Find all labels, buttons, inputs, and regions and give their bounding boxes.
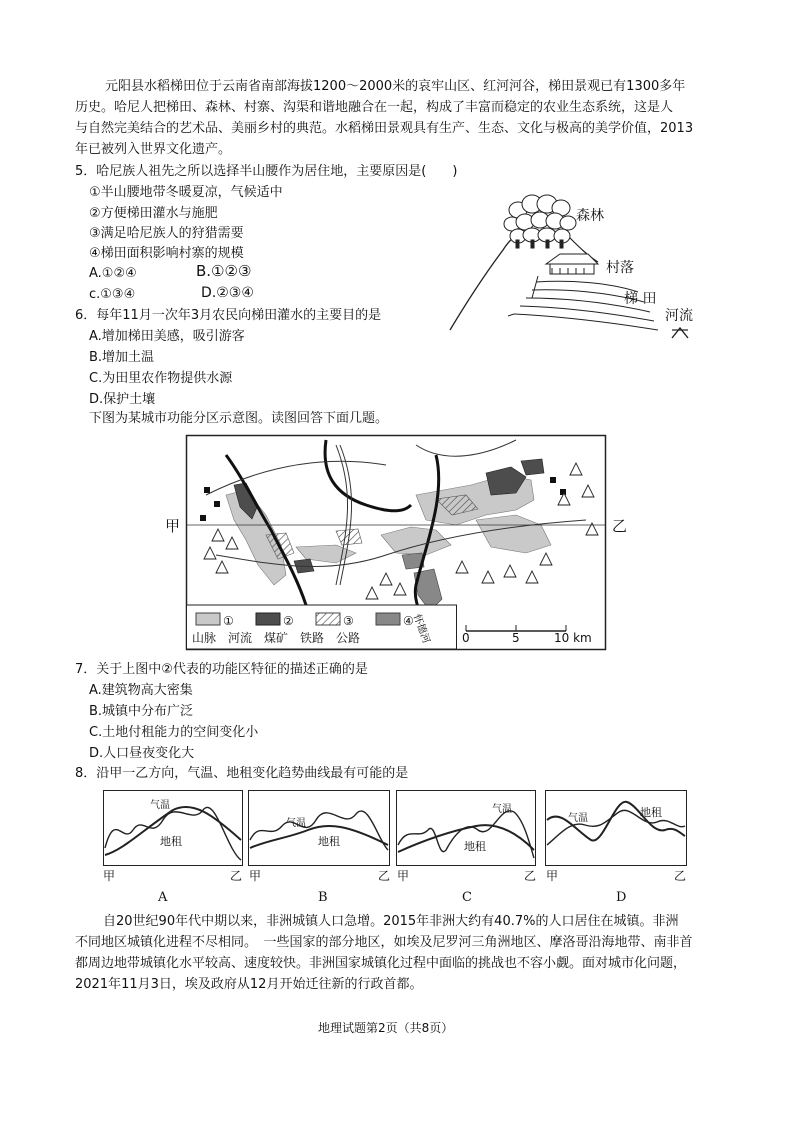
- chart-b: [248, 790, 390, 866]
- q5-stem: 5．哈尼族人祖先之所以选择半山腰作为居住地，主要原因是( ): [75, 164, 458, 179]
- intro-line-1: 元阳县水稻梯田位于云南省南部海拔1200～2000米的哀牢山区、红河河谷，梯田景观已有1300多年: [105, 79, 686, 94]
- chart-d-temp: 气温: [568, 813, 588, 824]
- label-forest: 森林: [576, 208, 604, 224]
- q5-statement-2: ②方便梯田灌水与施肥: [89, 206, 218, 221]
- q7-option-d: D.人口昼夜变化大: [89, 746, 195, 761]
- chart-b-temp: 气温: [286, 818, 306, 829]
- q6-option-b: B.增加土温: [89, 350, 155, 365]
- chart-c-letter: C: [462, 890, 472, 905]
- chart-d-letter: D: [616, 890, 627, 905]
- chart-d-rent: 地租: [640, 806, 662, 819]
- q6-option-d: D.保护土壤: [89, 392, 156, 407]
- q7-option-b: B.城镇中分布广泛: [89, 704, 194, 719]
- chart-c-left: 甲: [397, 869, 410, 883]
- chart-b-rent: 地租: [318, 835, 340, 848]
- map-label-jia: 甲: [165, 517, 181, 535]
- scale-0: 0: [462, 631, 470, 645]
- intro-line-2: 历史。哈尼人把梯田、森林、村寨、沟渠和谐地融合在一起，构成了丰富而稳定的农业生态系统，这是人: [75, 100, 674, 115]
- page-footer: 地理试题第2页（共8页）: [318, 1021, 454, 1035]
- label-village: 村落: [606, 260, 634, 276]
- label-terrace: 梯 田: [624, 291, 657, 307]
- q5-statement-1: ①半山腰地带冬暖夏凉，气候适中: [89, 185, 283, 200]
- q5-option-c: c.①③④: [89, 287, 136, 302]
- chart-d-left: 甲: [546, 869, 559, 883]
- q7-option-a: A.建筑物高大密集: [89, 683, 193, 698]
- q6-option-a: A.增加梯田美感，吸引游客: [89, 329, 245, 344]
- legend-zone-1: ①: [223, 614, 234, 628]
- chart-d: [545, 790, 687, 866]
- africa-line-2: 不同地区城镇化进程不尽相同。 一些国家的部分地区，如埃及尼罗河三角洲地区、摩洛哥沿海地带、南非首: [75, 935, 693, 950]
- scale-10km: 10 km: [554, 631, 592, 645]
- q6-stem: 6．每年11月一次年3月农民向梯田灌水的主要目的是: [75, 308, 382, 323]
- intro-line-3: 与自然完美结合的艺术品、美丽乡村的典范。水稻梯田景观具有生产、生态、文化与极高的美学价值，2013: [75, 121, 694, 136]
- city-map: [186, 435, 606, 650]
- africa-line-1: 自20世纪90年代中期以来，非洲城镇人口急增。2015年非洲大约有40.7%的人口居住在城镇。非洲: [103, 914, 679, 929]
- q5-option-b: B.①②③: [196, 262, 252, 280]
- chart-a: [103, 790, 243, 866]
- legend-zone-3: ③: [343, 614, 354, 628]
- legend-symbols: 山脉 河流 煤矿 铁路 公路: [192, 631, 361, 645]
- q7-option-c: C.土地付租能力的空间变化小: [89, 725, 259, 740]
- chart-c-right: 乙: [524, 869, 537, 883]
- chart-c-temp: 气温: [492, 804, 512, 815]
- intro-line-4: 年已被列入世界文化遗产。: [75, 142, 232, 157]
- map-intro: 下图为某城市功能分区示意图。读图回答下面几题。: [89, 411, 389, 426]
- q6-option-c: C.为田里农作物提供水源: [89, 371, 233, 386]
- africa-line-4: 2021年11月3日，埃及政府从12月开始迁往新的行政首都。: [75, 977, 423, 992]
- chart-a-temp: 气温: [150, 800, 170, 811]
- q5-option-a: A.①②④: [89, 266, 137, 281]
- chart-b-right: 乙: [378, 869, 391, 883]
- chart-a-left: 甲: [103, 869, 116, 883]
- scale-5: 5: [512, 631, 520, 645]
- q5-option-d: D.②③④: [201, 285, 254, 301]
- q8-stem: 8．沿甲一乙方向，气温、地租变化趋势曲线最有可能的是: [75, 766, 409, 781]
- q5-statement-3: ③满足哈尼族人的狩猎需要: [89, 226, 244, 241]
- map-label-yi: 乙: [612, 517, 628, 535]
- chart-a-rent: 地租: [160, 835, 182, 848]
- chart-b-letter: B: [318, 890, 328, 905]
- africa-line-3: 都周边地带城镇化水平较高、速度较快。非洲国家城镇化过程中面临的挑战也不容小觑。面对城市化问题，: [75, 956, 687, 971]
- river-name: 怀德河: [410, 613, 432, 645]
- q5-statement-4: ④梯田面积影响村寨的规模: [89, 246, 244, 261]
- chart-d-right: 乙: [674, 869, 687, 883]
- chart-c-rent: 地租: [464, 840, 486, 853]
- chart-a-right: 乙: [230, 869, 243, 883]
- q7-stem: 7．关于上图中②代表的功能区特征的描述正确的是: [75, 662, 368, 677]
- legend-zone-2: ②: [283, 614, 294, 628]
- label-river: 河流: [665, 308, 693, 324]
- chart-b-left: 甲: [249, 869, 262, 883]
- legend-zone-4: ④: [403, 614, 414, 628]
- chart-a-letter: A: [158, 890, 168, 905]
